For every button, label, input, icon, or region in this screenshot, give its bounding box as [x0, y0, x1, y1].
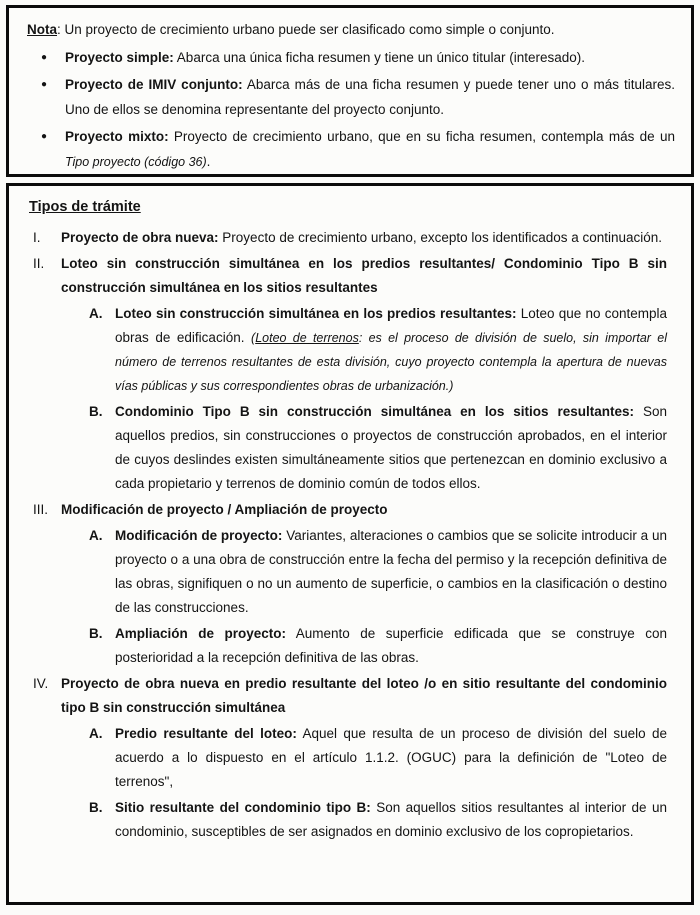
subitem-italic-rest: : es el proceso de división de suelo, sin importar el número de terrenos resultantes de esta división, cuyo proyecto contempla la apertura de nuevas vías públicas y sus correspondientes obras de urbanización.)	[115, 331, 667, 393]
item-numeral: II.	[33, 256, 45, 271]
item-body	[61, 226, 667, 250]
bullet-item-proyecto-mixto	[41, 124, 675, 175]
subitem-IV-B	[89, 796, 667, 844]
subitem-italic-open: (	[251, 331, 256, 345]
item-numeral: III.	[33, 502, 49, 517]
tramite-item-I	[27, 226, 667, 250]
subitem-text: Aumento de superficie edificada que se construye con posterioridad a la recepción definitiva de las obras.	[115, 626, 667, 665]
bullet-italic-text: Tipo proyecto (código 36)	[65, 155, 207, 169]
item-text: Proyecto de crecimiento urbano, excepto los identificados a continuación.	[218, 230, 663, 245]
bullet-icon: ●	[41, 131, 48, 142]
subitem-lead: Predio resultante del loteo:	[115, 726, 297, 741]
tramite-item-III	[27, 498, 667, 522]
subitem-II-B	[89, 400, 667, 496]
subitem-lead: Loteo sin construcción simultánea en los predios resultantes:	[115, 306, 517, 321]
subitem-II-A	[89, 302, 667, 398]
bullet-lead: Proyecto simple:	[65, 50, 174, 65]
bullet-body	[65, 45, 675, 70]
subitem-text: Son aquellos sitios resultantes al interior de un condominio, susceptibles de ser asignados en dominio exclusivo de los copropietarios.	[115, 800, 667, 839]
item-numeral: I.	[33, 230, 41, 245]
subitem-body	[115, 722, 667, 794]
bullet-text: Proyecto de crecimiento urbano, que en su ficha resumen, contempla más de un	[168, 129, 675, 144]
subitem-body	[115, 622, 667, 670]
subitem-III-A	[89, 524, 667, 620]
note-paragraph	[27, 17, 675, 42]
item-lead: Proyecto de obra nueva en predio resultante del loteo /o en sitio resultante del condominio tipo B sin construcción simultánea	[61, 676, 667, 715]
tramite-item-IV	[27, 672, 667, 720]
bullet-lead: Proyecto mixto:	[65, 129, 169, 144]
subitem-italic-underlined: Loteo de terrenos	[255, 331, 359, 345]
item-numeral: IV.	[33, 676, 49, 691]
subitem-letter: B.	[89, 404, 103, 419]
item-lead: Modificación de proyecto / Ampliación de proyecto	[61, 502, 388, 517]
subitem-lead: Sitio resultante del condominio tipo B:	[115, 800, 371, 815]
item-lead: Loteo sin construcción simultánea en los predios resultantes/ Condominio Tipo B sin construcción simultánea en los sitios resultantes	[61, 256, 667, 295]
subitem-lead: Condominio Tipo B sin construcción simultánea en los sitios resultantes:	[115, 404, 635, 419]
subitem-body	[115, 796, 667, 844]
bullet-icon: ●	[41, 52, 48, 63]
subitem-letter: A.	[89, 306, 103, 321]
subitem-body	[115, 400, 667, 496]
tramite-box	[6, 183, 694, 905]
item-lead: Proyecto de obra nueva:	[61, 230, 219, 245]
bullet-body	[65, 124, 675, 175]
bullet-tail: .	[206, 154, 211, 169]
subitem-letter: B.	[89, 800, 103, 815]
bullet-body	[65, 72, 675, 122]
subitem-letter: B.	[89, 626, 103, 641]
subitem-letter: A.	[89, 528, 103, 543]
section-heading: Tipos de trámite	[29, 199, 141, 215]
subitem-text: Variantes, alteraciones o cambios que se solicite introducir a un proyecto o a una obra de construcción entre la fecha del permiso y la recepción definitiva de las obras, signifiquen o no un aumento de superficie, o cambios en la clasificación o destino de las construcciones.	[115, 528, 667, 615]
note-intro-text: : Un proyecto de crecimiento urbano puede ser clasificado como simple o conjunto.	[57, 22, 555, 37]
bullet-icon: ●	[41, 79, 48, 90]
bullet-lead: Proyecto de IMIV conjunto:	[65, 77, 243, 92]
bullet-item-proyecto-imiv-conjunto	[41, 72, 675, 122]
tramite-item-II	[27, 252, 667, 300]
subitem-body	[115, 524, 667, 620]
subitem-body	[115, 302, 667, 398]
subitem-III-B	[89, 622, 667, 670]
subitem-IV-A	[89, 722, 667, 794]
note-label: Nota	[27, 22, 57, 37]
bullet-item-proyecto-simple	[41, 45, 675, 70]
note-box	[6, 5, 694, 177]
subitem-text: Loteo que no contempla obras de edificación.	[115, 306, 667, 345]
subitem-lead: Modificación de proyecto:	[115, 528, 283, 543]
subitem-lead: Ampliación de proyecto:	[115, 626, 286, 641]
bullet-text: Abarca una única ficha resumen y tiene un único titular (interesado).	[173, 50, 586, 65]
bullet-text: Abarca más de una ficha resumen y puede tener uno o más titulares. Uno de ellos se denomina representante del proyecto conjunto.	[65, 77, 675, 117]
subitem-letter: A.	[89, 726, 103, 741]
subitem-text: Aquel que resulta de un proceso de división del suelo de acuerdo a lo dispuesto en el artículo 1.1.2. (OGUC) para la definición de "Loteo de terrenos",	[115, 726, 668, 789]
subitem-text: Son aquellos predios, sin construcciones o proyectos de construcción aprobados, en el interior de cuyos deslindes existen simultáneamente sitios que pertenezcan en dominio exclusivo a cada propietario y terrenos de dominio común de todos ellos.	[115, 404, 667, 491]
